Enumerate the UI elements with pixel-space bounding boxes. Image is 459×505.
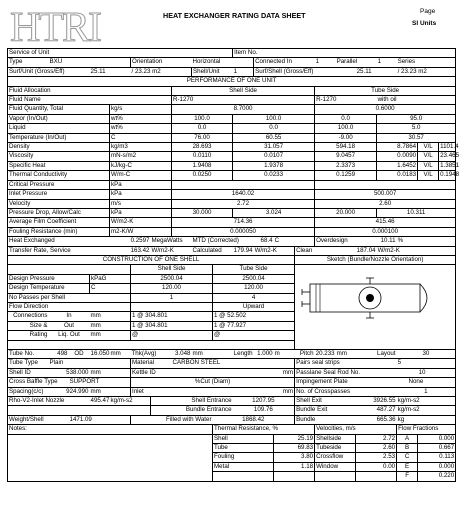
table-row: Cross Baffle Type SUPPORT %Cut (Diam) Impingement Plate None <box>8 378 456 387</box>
table-row: Bundle Entrance 109.76 Bundle Exit 487.27 kg/m-s2 <box>8 406 456 415</box>
table-row: Shell ID 538.000 mm Kettle ID mm Passlane Seal Rod No. 10 <box>8 368 456 377</box>
table-row: F 0.220 <box>8 472 456 481</box>
shell-head <box>420 284 427 312</box>
table-row: Rating Liq. Out mm @ @ <box>8 331 456 340</box>
units-label: SI Units <box>412 20 437 27</box>
table-row: Notes: Thermal Resistance, % Velocities, m/s Flow Fractions <box>8 425 456 434</box>
table-row: Design Temperature C 120.00 120.00 <box>8 284 456 293</box>
table-row: Fouling Resistance (min) m2-K/W 0.000050 0.000100 <box>8 227 456 236</box>
bundle-nozzle-sketch <box>298 276 438 320</box>
table-row: Liquid wt% 0.0 0.0 100.0 5.0 <box>8 124 456 133</box>
section-header: PERFORMANCE OF ONE UNIT <box>8 77 456 86</box>
table-row: Type BXU Orientation Horizontal Connected In 1 Parallel 1 Series <box>8 58 456 67</box>
table-row: Vapor (In/Out) wt% 100.0 100.0 0.0 95.0 <box>8 114 456 123</box>
table-row: Shell Side Tube Side <box>8 265 456 274</box>
table-row: Specific Heat kJ/kg-C 1.9408 1.9378 2.3373 1.6452 V/L 1.3851 <box>9 161 459 169</box>
bundle-core <box>366 294 374 302</box>
table-row: Pressure Drop, Allow/Calc kPa 30.000 3.024 20.000 10.311 <box>8 208 456 217</box>
table-row: Transfer Rate, Service 163.42 W/m2-K Calculated 179.94 W/m2-K Clean 187.04 W/m2-K <box>8 246 456 255</box>
table-row: Average Film Coefficient W/m2-K 714.36 415.46 <box>8 218 456 227</box>
table-row: Inlet Pressure kPa 1640.02 500.007 <box>8 190 456 199</box>
table-row: Density kg/m3 28.693 31.057 594.18 8.7864 V/L 1101.4 <box>9 143 459 151</box>
htri-logo: HTRI <box>10 5 100 51</box>
table-row: Metal 1.18 Window 0.00 E 0.000 <box>214 462 455 470</box>
data-sheet-table <box>7 48 459 482</box>
table-row: No Passes per Shell 1 4 <box>8 293 456 302</box>
sheet-title: HEAT EXCHANGER RATING DATA SHEET <box>163 11 306 20</box>
table-row: Shell 25.19 Shellside 2.72 A 0.000 <box>8 434 456 443</box>
table-row: Thermal Conductivity W/m-C 0.0250 0.0233 0.1259 0.0183 V/L 0.1948 <box>9 171 459 179</box>
table-row: Size & Out mm 1 @ 304.801 1 @ 77.927 <box>8 321 456 330</box>
table-row: Critical Pressure kPa <box>8 180 456 189</box>
table-row: Spacing(c/c) 924.990 mm Inlet mm No. of Crosspasses 1 <box>8 387 456 396</box>
table-row: Tube Type Plain Material CARBON STEEL Pairs seal strips 5 <box>8 359 456 368</box>
table-row: Connections In mm 1 @ 304.801 1 @ 52.502 <box>8 312 456 321</box>
header <box>0 0 452 51</box>
table-row: Fluid Quantity, Total kg/s 8.7000 0.6000 <box>8 105 456 114</box>
table-row: Tube No. 498 OD 16.050 mm Thk(Avg) 3.048 mm Length 1.000 m Pitch 20.233 mm Layout 30 <box>8 349 456 358</box>
table-row: Weight/Shell 1471.09 Filled with Water 1868.42 Bundle 665.36 kg <box>8 415 456 424</box>
table-row: Design Pressure kPaG 2500.04 2500.04 <box>8 274 456 283</box>
table-row: Viscosity mN-s/m2 0.0110 0.0107 9.0457 0.0090 V/L 23.465 <box>9 152 459 160</box>
page-label: Page <box>420 8 436 15</box>
table-row: Rho-V2-Inlet Nozzle 495.47 kg/m-s2 Shell Entrance 1207.95 Shell Exit 3926.55 kg/m-s2 <box>8 397 456 406</box>
table-row: Velocity m/s 2.72 2.60 <box>8 199 456 208</box>
table-row: Temperature (In/Out) C 76.00 60.55 -9.00 30.57 <box>8 133 456 142</box>
table-row: Service of Unit Item No. <box>8 49 456 58</box>
table-row: Flow Direction Upward <box>8 302 456 311</box>
table-row: Surf/Unit (Gross/Eff) 25.11 / 23.23 m2 Shell/Unit 1 Surf/Shell (Gross/Eff) 25.11 / 23.23 m2 <box>8 67 456 76</box>
table-row: Fluid Name R-1270 R-1270 with oil <box>8 96 456 105</box>
table-row: Heat Exchanged 0.2597 MegaWatts MTD (Corrected) 68.4 C Overdesign 10.11 % <box>8 237 456 246</box>
table-row: Fouling 3.80 Crossflow 2.53 C 0.113 <box>214 453 455 461</box>
section-header: CONSTRUCTION OF ONE SHELL Sketch (Bundle/Nozzle Orientation) <box>8 255 456 264</box>
table-row: Fluid Allocation Shell Side Tube Side <box>8 86 456 95</box>
table-row: Tube 69.83 Tubeside 2.60 B 0.667 <box>214 444 455 452</box>
